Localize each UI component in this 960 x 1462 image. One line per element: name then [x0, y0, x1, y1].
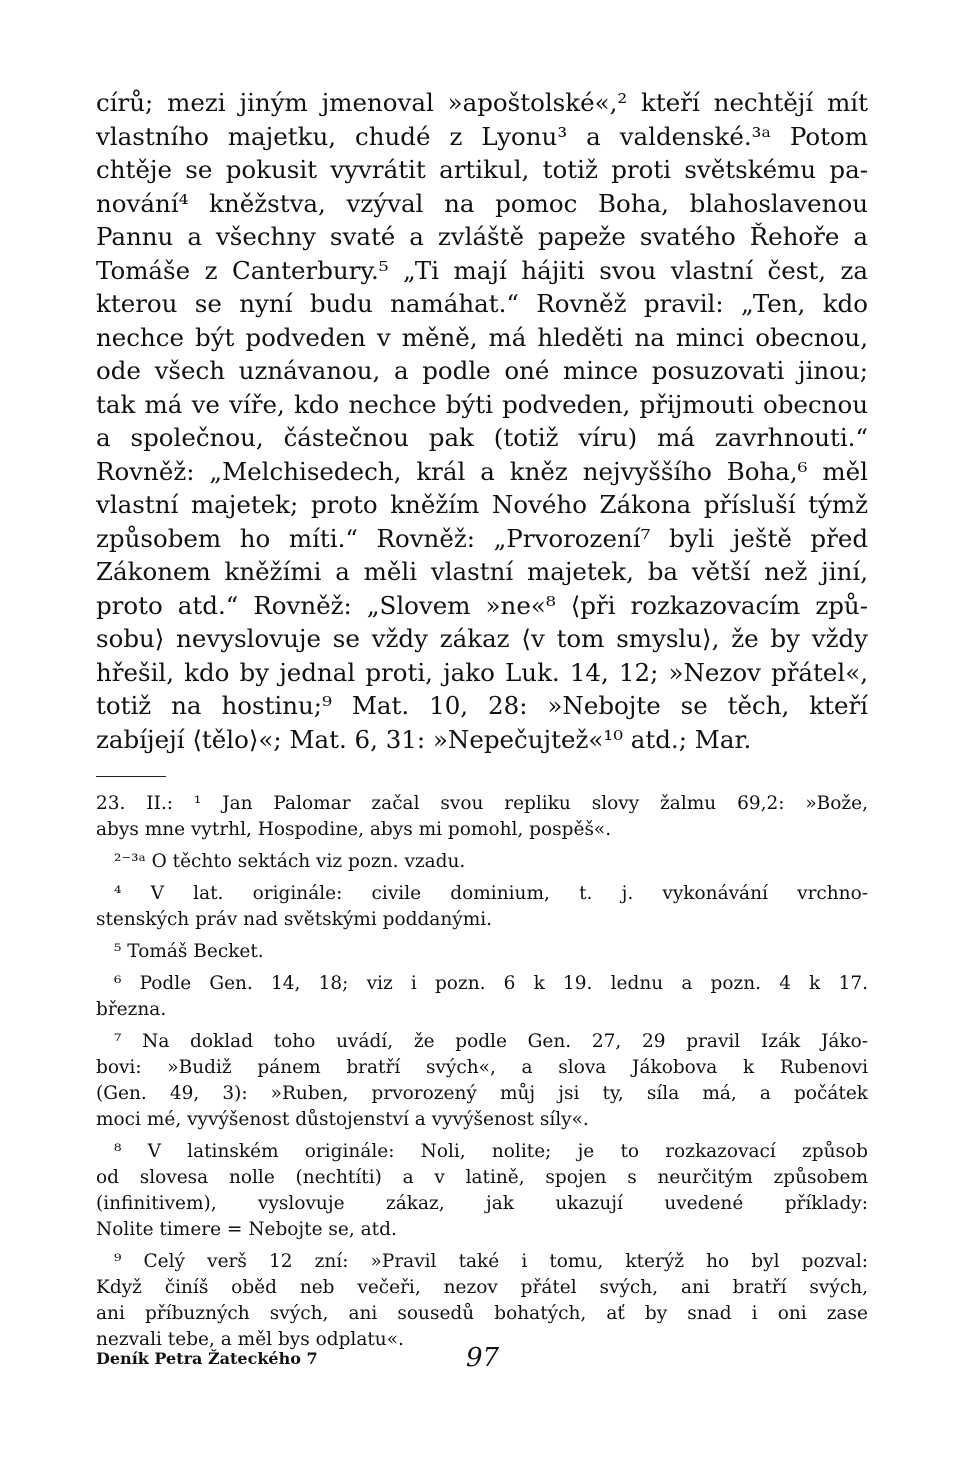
page	[96, 86, 868, 1353]
text-line: nování⁴ kněžstva, vzýval na pomoc Boha, blahoslavenou	[96, 188, 868, 218]
footnote-line: ⁸ V latinském originále: Noli, nolite; je to rozkazovací způsob	[114, 1141, 868, 1162]
text-line: zabíjejí ⟨tělo⟩«; Mat. 6, 31: »Nepečujtež«¹⁰ atd.; Mar.	[96, 724, 752, 754]
footnote-separator	[96, 776, 166, 777]
text-line: hřešil, kdo by jednal proti, jako Luk. 14, 12; »Nezov přátel«,	[96, 657, 868, 687]
footnote	[96, 791, 868, 843]
footnote-line: března.	[96, 999, 167, 1020]
text-line: Zákonem kněžími a měli vlastní majetek, ba větší než jiní,	[96, 557, 868, 586]
text-line: vlastního majetku, chudé z Lyonu³ a valdenské.³ᵃ Potom	[96, 121, 868, 151]
text-line: círů; mezi jiným jmenoval »apoštolské«,² kteří nechtějí mít	[96, 88, 868, 117]
footnote-line: ⁵ Tomáš Becket.	[114, 941, 264, 962]
footnote-line: Nolite timere = Nebojte se, atd.	[96, 1219, 397, 1240]
footnote-line: ani příbuzných svých, ani sousedů bohatých, ať by snad i oni zase	[96, 1303, 868, 1324]
text-line: kterou se nyní budu namáhat.“ Rovněž pravil: „Ten, kdo	[96, 289, 868, 318]
text-line: proto atd.“ Rovněž: „Slovem »ne«⁸ ⟨při rozkazovacím způ-	[96, 590, 868, 620]
footnote-line: ²⁻³ᵃ O těchto sektách viz pozn. vzadu.	[114, 851, 466, 872]
footnote-line: od slovesa nolle (nechtíti) a v latině, spojen s neurčitým způsobem	[96, 1167, 868, 1188]
text-line: Rovněž: „Melchisedech, král a kněz nejvyššího Boha,⁶ měl	[96, 456, 868, 486]
text-line: nechce být podveden v měně, má hleděti na minci obecnou,	[96, 322, 868, 352]
footnote-line: (infinitivem), vyslovuje zákaz, jak ukazují uvedené příklady:	[96, 1193, 868, 1214]
footnote-line: moci mé, vyvýšenost důstojenství a vyvýšenost síly«.	[96, 1109, 589, 1130]
footnote	[96, 939, 868, 965]
footnote	[96, 1249, 868, 1353]
footnote-line: stenských práv nad světskými poddanými.	[96, 909, 493, 930]
text-line: Pannu a všechny svaté a zvláště papeže svatého Řehoře a	[96, 222, 868, 251]
footnote	[96, 1029, 868, 1133]
running-footer-title: Deník Petra Žateckého 7	[96, 1349, 318, 1368]
text-line: tak má ve víře, kdo nechce býti podveden, přijmouti obecnou	[96, 389, 868, 419]
text-line: totiž na hostinu;⁹ Mat. 10, 28: »Nebojte se těch, kteří	[96, 691, 868, 720]
footnote	[96, 1139, 868, 1243]
footnote-line: abys mne vytrhl, Hospodine, abys mi pomohl, pospěš«.	[96, 819, 612, 840]
footnote-line: (Gen. 49, 3): »Ruben, prvorozený můj jsi ty, síla má, a počátek	[96, 1083, 868, 1104]
text-line: a společnou, částečnou pak (totiž víru) má zavrhnouti.“	[96, 423, 868, 452]
page-footer	[96, 1345, 868, 1375]
footnote-line: Když činíš oběd neb večeři, nezov přátel svých, ani bratří svých,	[96, 1277, 868, 1298]
footnotes	[96, 791, 868, 1353]
footnote	[96, 881, 868, 933]
text-line: vlastní majetek; proto kněžím Nového Zákona přísluší týmž	[96, 490, 868, 519]
text-line: ode všech uznávanou, a podle oné mince posuzovati jinou;	[96, 356, 868, 385]
text-line: chtěje se pokusit vyvrátit artikul, totiž proti světskému pa-	[96, 155, 868, 184]
text-line: sobu⟩ nevyslovuje se vždy zákaz ⟨v tom smyslu⟩, že by vždy	[96, 624, 868, 653]
footnote-line: nezvali tebe, a měl bys odplatu«.	[96, 1329, 404, 1350]
footnote-line: bovi: »Budiž pánem bratří svých«, a slova Jákobova k Rubenovi	[96, 1057, 868, 1078]
footnote	[96, 849, 868, 875]
text-line: způsobem ho míti.“ Rovněž: „Prvorození⁷ byli ještě před	[96, 523, 868, 553]
page-number: 97	[466, 1343, 500, 1373]
main-text	[96, 86, 868, 756]
footnote-line: ⁶ Podle Gen. 14, 18; viz i pozn. 6 k 19. lednu a pozn. 4 k 17.	[114, 973, 868, 994]
text-line: Tomáše z Canterbury.⁵ „Ti mají hájiti svou vlastní čest, za	[96, 255, 868, 285]
footnote-line: 23. II.: ¹ Jan Palomar začal svou repliku slovy žalmu 69,2: »Bože,	[96, 793, 868, 814]
footnote-line: ⁴ V lat. originále: civile dominium, t. j. vykonávání vrchno-	[114, 883, 868, 904]
footnote	[96, 971, 868, 1023]
footnote-line: ⁹ Celý verš 12 zní: »Pravil také i tomu, kterýž ho byl pozval:	[114, 1251, 868, 1272]
footnote-line: ⁷ Na doklad toho uvádí, že podle Gen. 27, 29 pravil Izák Jáko-	[114, 1031, 868, 1052]
